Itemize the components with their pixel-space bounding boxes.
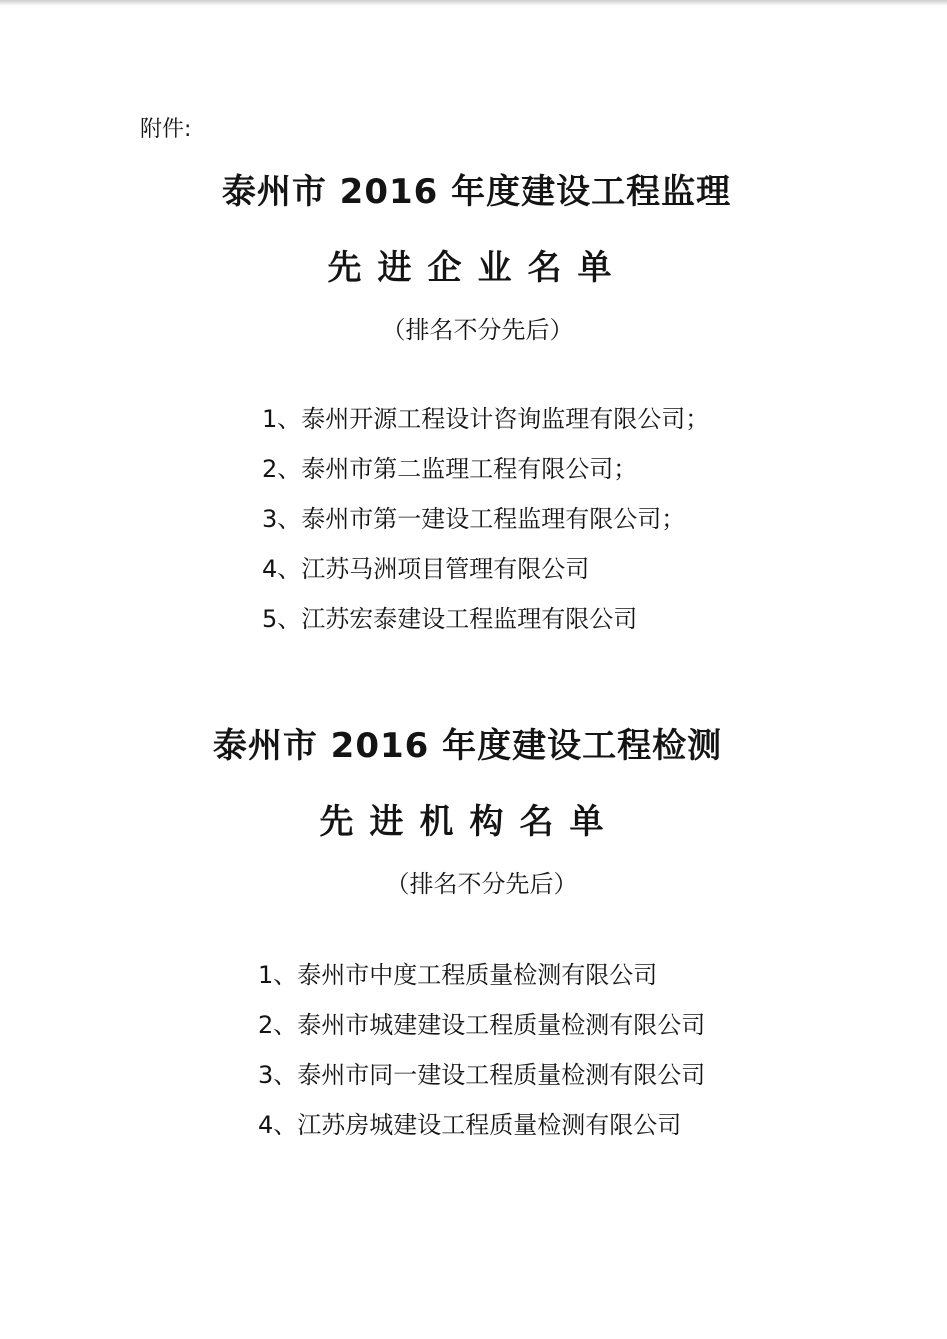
- list-item: 1、泰州开源工程设计咨询监理有限公司；: [262, 405, 710, 433]
- list-item: 4、江苏房城建设工程质量检测有限公司: [258, 1111, 682, 1139]
- list-item: 5、江苏宏泰建设工程监理有限公司: [262, 605, 638, 633]
- ranking-note: （排名不分先后）: [381, 316, 574, 344]
- list-item: 2、泰州市城建建设工程质量检测有限公司: [258, 1011, 706, 1039]
- list-item: 3、泰州市第一建设工程监理有限公司；: [262, 505, 686, 533]
- list-item: 1、泰州市中度工程质量检测有限公司: [258, 961, 658, 989]
- institution-list: [258, 950, 705, 1150]
- list-item: 3、泰州市同一建设工程质量检测有限公司: [258, 1061, 706, 1089]
- ranking-note: （排名不分先后）: [385, 870, 578, 898]
- attachment-label: 附件:: [140, 117, 192, 142]
- section-title: 泰州市 2016 年度建设工程监理: [221, 172, 732, 212]
- section-subtitle: 先进企业名单: [327, 248, 628, 288]
- section-title: 泰州市 2016 年度建设工程检测: [212, 726, 723, 766]
- scan-edge-shadow: [0, 0, 947, 6]
- list-item: 2、泰州市第二监理工程有限公司；: [262, 455, 638, 483]
- list-item: 4、江苏马洲项目管理有限公司: [262, 555, 590, 583]
- section-subtitle: 先进机构名单: [319, 802, 620, 842]
- company-list: [262, 394, 709, 644]
